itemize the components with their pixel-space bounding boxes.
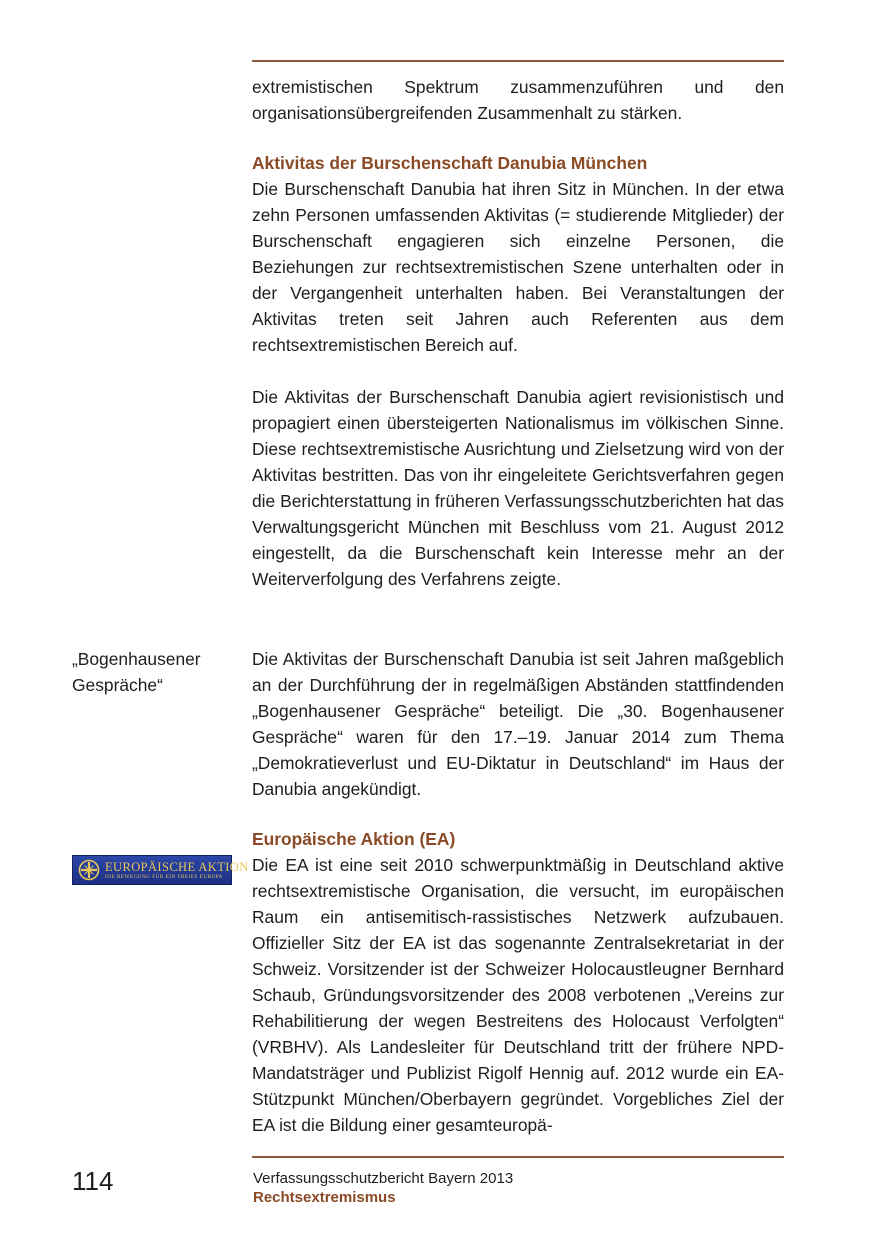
section-europaeische-aktion	[252, 826, 784, 1138]
paragraph-danubia-1: Die Burschenschaft Danubia hat ihren Sitz in München. In der etwa zehn Personen umfassenden Aktivitas (= studierende Mitglieder) der Burschenschaft engagieren sich einzelne Personen, die Beziehungen zur rechtsextremistischen Szene unterhalten oder in der Vergangenheit unterhalten haben. Bei Veranstaltungen der Aktivitas treten seit Jahren auch Referenten aus dem rechtsextremistischen Bereich auf.	[252, 179, 784, 355]
paragraph-continuation: extremistischen Spektrum zusammenzuführen und den organisationsübergreifenden Zusammenhalt zu stärken.	[252, 77, 784, 123]
page-number: 114	[72, 1166, 114, 1196]
text-block-bogenhausener	[252, 646, 784, 802]
footer-rule	[252, 1156, 784, 1158]
text-block-continuation	[252, 74, 784, 126]
logo-motto: DIE BEWEGUNG FÜR EIN FREIES EUROPA	[105, 875, 223, 880]
cross-emblem-icon	[78, 859, 100, 881]
paragraph-danubia-2: Die Aktivitas der Burschenschaft Danubia agiert revisionistisch und propagiert einen übersteigerten Nationalismus im völkischen Sinne. Diese rechtsextremistische Ausrichtung und Zielsetzung wird von der Aktivitas bestritten. Das von ihr eingeleitete Gerichtsverfahren gegen die Berichterstattung in früheren Verfassungsschutzberichten hat das Verwaltungsgericht München mit Beschluss vom 21. August 2012 eingestellt, da die Burschenschaft kein Interesse mehr an der Weiterverfolgung des Verfahrens zeigte.	[252, 387, 784, 589]
margin-note-bogenhausener: „Bogenhausener Gespräche“	[72, 649, 201, 695]
footer-publication: Verfassungsschutzbericht Bayern 2013	[253, 1170, 514, 1187]
footer-section: Rechtsextremismus	[253, 1189, 396, 1206]
section-heading-danubia: Aktivitas der Burschenschaft Danubia München	[252, 153, 648, 173]
paragraph-bogenhausener: Die Aktivitas der Burschenschaft Danubia ist seit Jahren maßgeblich an der Durchführung der in regelmäßigen Abständen stattfindenden „Bogenhausener Gespräche“ beteiligt. Die „30. Bogenhausener Gespräche“ waren für den 17.–19. Januar 2014 zum Thema „Demokratieverlust und EU-Diktatur in Deutschland“ im Haus der Danubia angekündigt.	[252, 649, 784, 799]
section-heading-ea: Europäische Aktion (EA)	[252, 829, 456, 849]
section-danubia	[252, 150, 784, 358]
paragraph-ea: Die EA ist eine seit 2010 schwerpunktmäßig in Deutschland aktive rechtsextremistische Organisation, die versucht, im europäischen Raum ein antisemitisch-rassistisches Netzwerk aufzubauen. Offizieller Sitz der EA ist das sogenannte Zentralsekretariat in der Schweiz. Vorsitzender ist der Schweizer Holocaustleugner Bernhard Schaub, Gründungsvorsitzender des 2008 verbotenen „Vereins zur Rehabilitierung der wegen Bestreitens des Holocaust Verfolgten“ (VRBHV). Als Landesleiter für Deutschland tritt der frühere NPD-Mandatsträger und Publizist Rigolf Hennig auf. 2012 wurde ein EA-Stützpunkt München/Oberbayern gegründet. Vorgebliches Ziel der EA ist die Bildung einer gesamteuropä-	[252, 855, 784, 1135]
europaeische-aktion-logo	[72, 855, 249, 885]
logo-name: EUROPÄISCHE AKTION	[105, 860, 249, 874]
top-rule	[252, 60, 784, 62]
text-block-danubia-2	[252, 384, 784, 592]
